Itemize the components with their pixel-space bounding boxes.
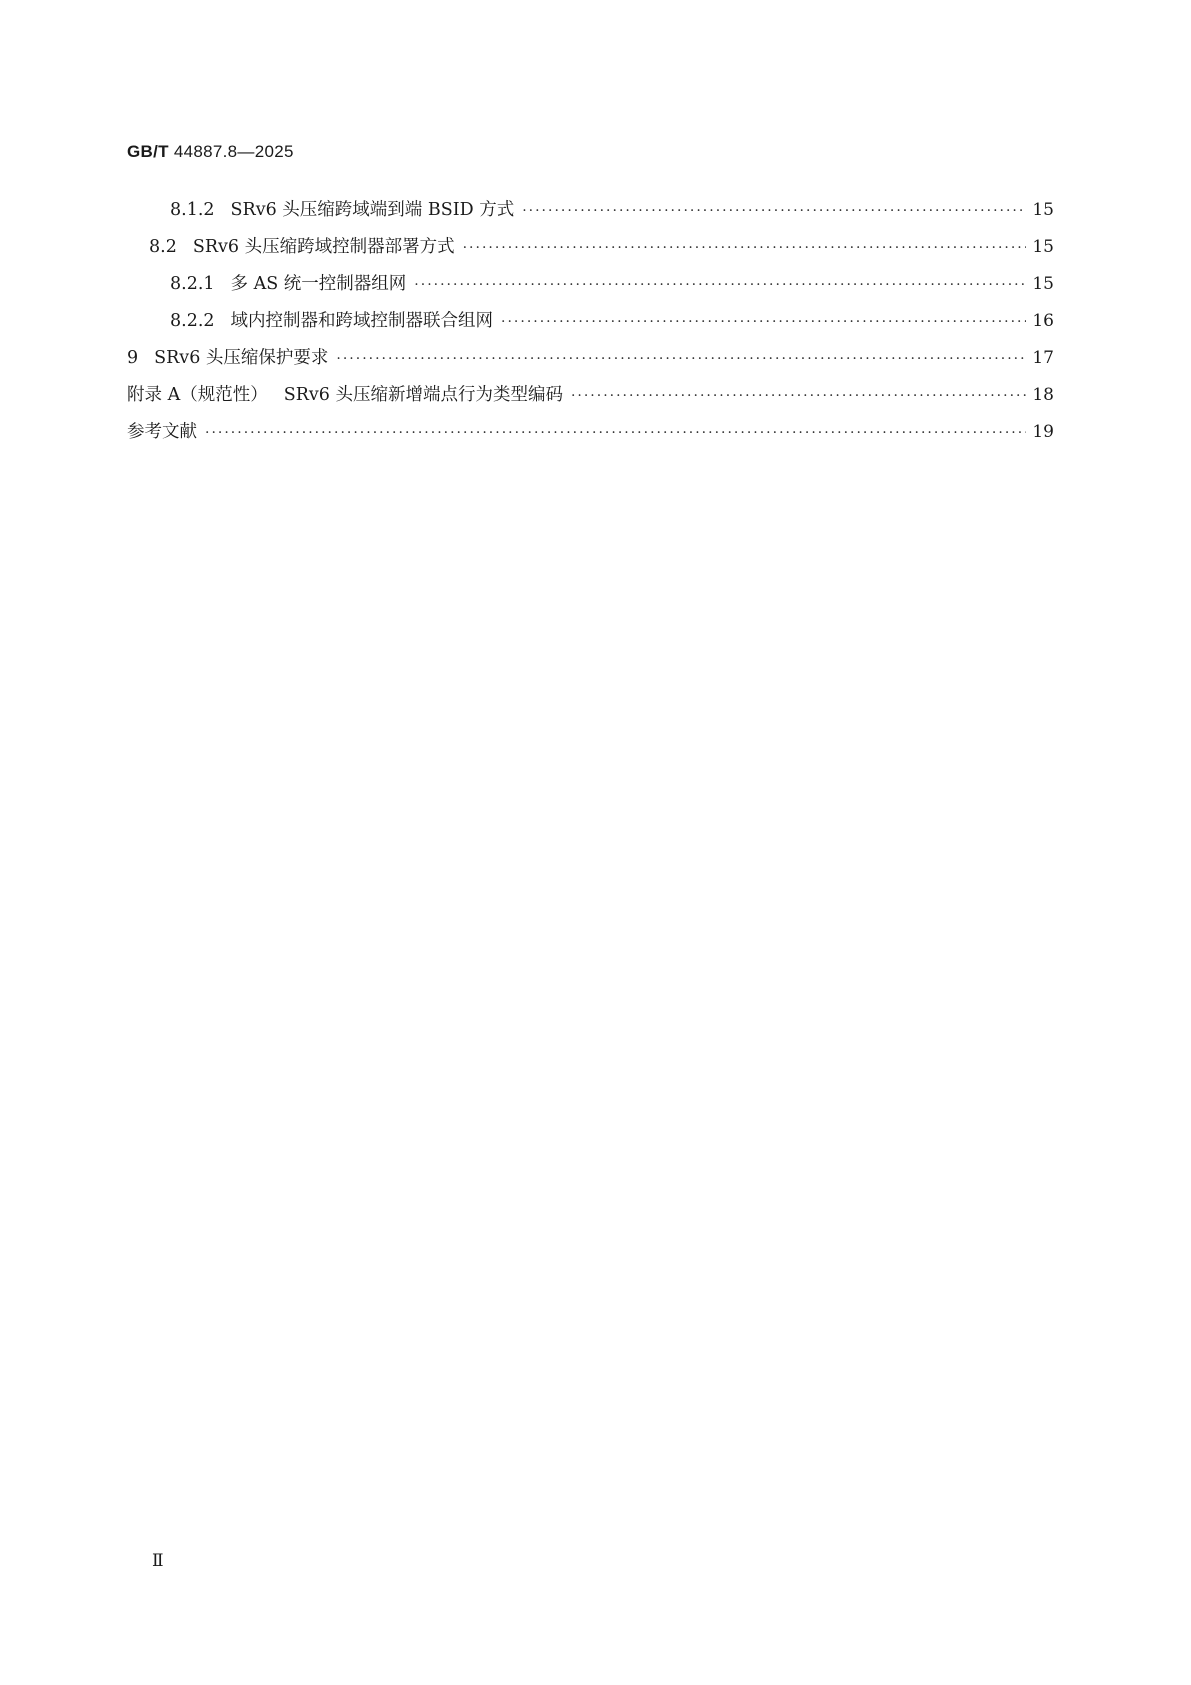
standard-number: 44887.8—2025	[173, 142, 294, 161]
page-number: Ⅱ	[152, 1551, 164, 1571]
table-of-contents	[127, 192, 1054, 451]
toc-entry-number: 8.2.1	[170, 274, 215, 294]
toc-entry-page: 15	[1032, 274, 1054, 294]
toc-entry-title: SRv6 头压缩保护要求	[154, 348, 329, 368]
toc-entry[interactable]	[127, 266, 1054, 303]
toc-entry-title: SRv6 头压缩跨域端到端 BSID 方式	[230, 200, 515, 220]
dot-leader	[205, 415, 1026, 452]
toc-entry[interactable]	[127, 377, 1054, 414]
toc-entry-number: 8.2.2	[170, 311, 215, 331]
dot-leader	[463, 230, 1026, 267]
toc-entry-number: 9	[127, 348, 139, 368]
toc-entry-page: 15	[1032, 200, 1054, 220]
standard-header	[127, 142, 294, 162]
toc-entry-page: 17	[1032, 348, 1054, 368]
toc-entry[interactable]	[127, 229, 1054, 266]
toc-entry-title: 域内控制器和跨域控制器联合组网	[230, 311, 494, 331]
toc-entry-page: 16	[1032, 311, 1054, 331]
toc-entry[interactable]	[127, 340, 1054, 377]
toc-entry[interactable]	[127, 303, 1054, 340]
toc-entry-title: 参考文献	[127, 422, 197, 442]
toc-entry-number: 8.2	[149, 237, 177, 257]
toc-entry-number: 附录 A（规范性）	[127, 385, 268, 405]
dot-leader	[336, 341, 1026, 378]
dot-leader	[414, 267, 1026, 304]
standard-code: GB/T	[127, 142, 169, 161]
toc-entry[interactable]	[127, 192, 1054, 229]
toc-entry-title: 多 AS 统一控制器组网	[230, 274, 407, 294]
toc-entry-number: 8.1.2	[170, 200, 215, 220]
toc-entry-page: 15	[1032, 237, 1054, 257]
toc-entry-page: 19	[1032, 422, 1054, 442]
dot-leader	[501, 304, 1026, 341]
dot-leader	[522, 193, 1026, 230]
toc-entry[interactable]	[127, 414, 1054, 451]
toc-entry-title: SRv6 头压缩新增端点行为类型编码	[283, 385, 563, 405]
toc-entry-page: 18	[1032, 385, 1054, 405]
toc-entry-title: SRv6 头压缩跨域控制器部署方式	[192, 237, 455, 257]
dot-leader	[571, 378, 1026, 415]
